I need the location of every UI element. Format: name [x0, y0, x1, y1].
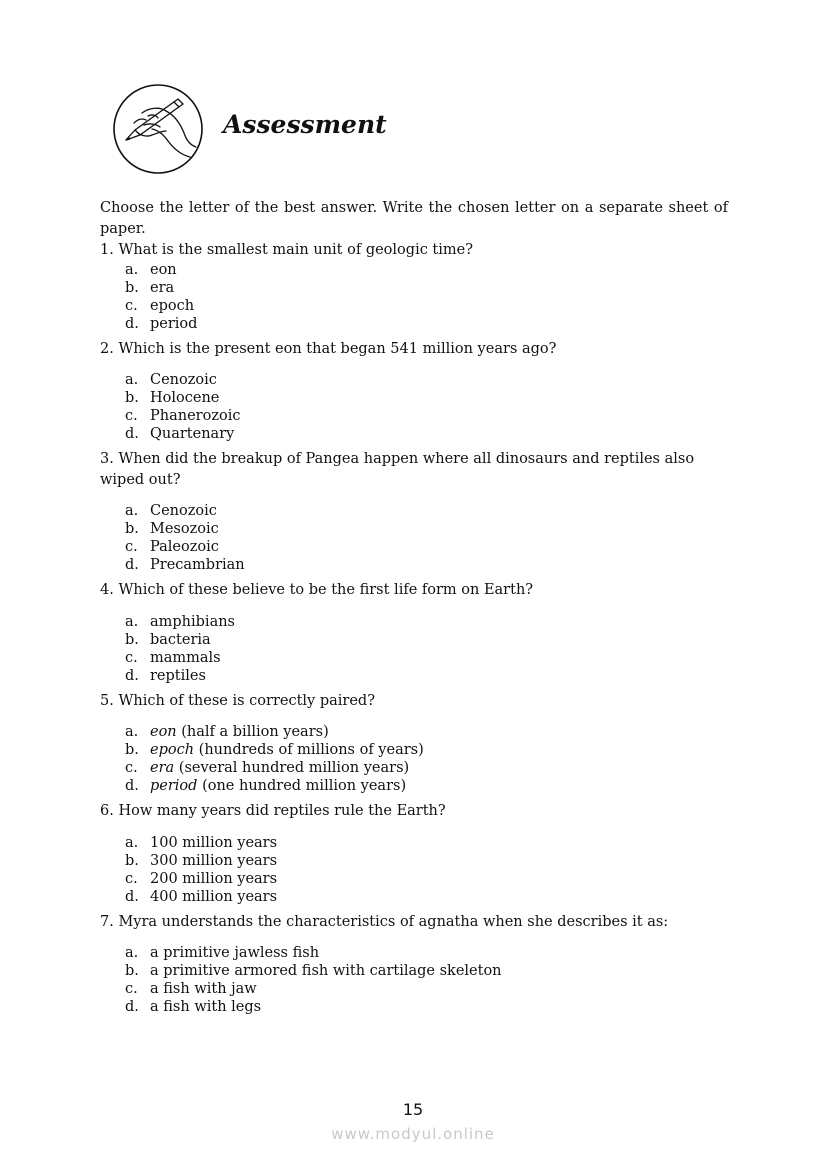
- option-letter: b.: [125, 279, 139, 296]
- option-item: [125, 944, 728, 962]
- option-letter: c.: [125, 760, 138, 776]
- option-text-wrap: [150, 261, 177, 279]
- option-item: [125, 613, 728, 631]
- question-item: [100, 339, 728, 444]
- option-text-wrap: [150, 389, 219, 407]
- option-term: era: [150, 760, 175, 776]
- option-item: [125, 631, 728, 649]
- option-text-wrap: [150, 556, 245, 574]
- option-letter: b.: [125, 390, 139, 406]
- question-text: [100, 691, 728, 712]
- watermark: www.modyul.online: [331, 1125, 495, 1143]
- option-letter: c.: [125, 870, 138, 887]
- option-text: reptiles: [150, 667, 206, 684]
- option-list: [100, 723, 728, 795]
- option-text: epoch: [150, 297, 195, 314]
- option-item: [125, 741, 728, 759]
- option-text: a primitive armored fish with cartilage skeleton: [150, 963, 502, 979]
- option-list: [100, 944, 728, 1016]
- option-letter: d.: [125, 315, 139, 332]
- option-item: [125, 852, 728, 870]
- question-number: 1.: [100, 242, 114, 258]
- option-text: (hundreds of millions of years): [198, 742, 424, 758]
- option-item: [125, 888, 728, 906]
- option-text: a fish with legs: [150, 999, 262, 1015]
- option-text: Mesozoic: [150, 521, 219, 537]
- option-text-wrap: [150, 723, 329, 741]
- option-term: epoch: [150, 742, 195, 758]
- option-letter: b.: [125, 521, 139, 537]
- option-text-wrap: [150, 667, 206, 685]
- option-letter: a.: [125, 945, 139, 961]
- page-number: 15: [402, 1100, 424, 1119]
- option-item: [125, 502, 728, 520]
- option-item: [125, 723, 728, 741]
- option-text-wrap: [150, 998, 261, 1016]
- question-text: [100, 339, 728, 360]
- question-number: 4.: [100, 582, 114, 598]
- option-text-wrap: [150, 870, 277, 888]
- hand-writing-icon: [112, 83, 204, 175]
- question-item: [100, 580, 728, 685]
- option-item: [125, 315, 728, 333]
- question-number: 6.: [100, 803, 114, 819]
- option-text-wrap: [150, 297, 194, 315]
- option-letter: a.: [125, 503, 139, 519]
- option-letter: b.: [125, 852, 139, 869]
- option-text-wrap: [150, 520, 219, 538]
- option-text: amphibians: [150, 613, 235, 630]
- option-text: a fish with jaw: [150, 981, 257, 997]
- option-text-wrap: [150, 759, 409, 777]
- option-list: [100, 371, 728, 443]
- option-text-wrap: [150, 852, 277, 870]
- option-list: [100, 502, 728, 574]
- option-text-wrap: [150, 407, 240, 425]
- option-item: [125, 870, 728, 888]
- option-text: 300 million years: [150, 852, 278, 869]
- option-letter: b.: [125, 631, 139, 648]
- question-prompt: Which of these is correctly paired?: [118, 692, 375, 709]
- option-list: [100, 261, 728, 333]
- option-text-wrap: [150, 315, 197, 333]
- question-text: [100, 449, 728, 490]
- option-text-wrap: [150, 944, 319, 962]
- option-item: [125, 425, 728, 443]
- option-text: period: [150, 315, 198, 332]
- question-prompt: When did the breakup of Pangea happen where all dinosaurs and reptiles also wiped out?: [100, 451, 695, 488]
- option-item: [125, 538, 728, 556]
- option-item: [125, 667, 728, 685]
- option-text: mammals: [150, 649, 221, 666]
- option-letter: d.: [125, 667, 139, 684]
- option-text-wrap: [150, 371, 217, 389]
- option-text: Holocene: [150, 390, 220, 406]
- option-letter: c.: [125, 981, 138, 997]
- option-letter: b.: [125, 963, 139, 979]
- option-text: 200 million years: [150, 870, 278, 887]
- option-text-wrap: [150, 777, 406, 795]
- question-text: [100, 912, 728, 933]
- option-item: [125, 777, 728, 795]
- option-item: [125, 998, 728, 1016]
- option-text-wrap: [150, 980, 257, 998]
- option-item: [125, 834, 728, 852]
- option-item: [125, 279, 728, 297]
- option-letter: b.: [125, 742, 139, 758]
- question-text: [100, 240, 728, 261]
- assessment-content: [100, 198, 728, 1022]
- option-text: Precambrian: [150, 557, 245, 573]
- option-term: period: [150, 778, 198, 794]
- option-text: Cenozoic: [150, 372, 217, 388]
- option-text-wrap: [150, 613, 235, 631]
- question-item: [100, 912, 728, 1017]
- option-text-wrap: [150, 425, 234, 443]
- option-letter: a.: [125, 261, 139, 278]
- option-letter: d.: [125, 778, 139, 794]
- option-text: bacteria: [150, 631, 211, 648]
- option-list: [100, 834, 728, 906]
- option-letter: a.: [125, 724, 139, 740]
- option-letter: c.: [125, 649, 138, 666]
- option-text: 100 million years: [150, 834, 278, 851]
- question-item: [100, 449, 728, 574]
- option-text: eon: [150, 261, 177, 278]
- option-letter: d.: [125, 426, 139, 442]
- option-item: [125, 980, 728, 998]
- option-letter: a.: [125, 834, 139, 851]
- option-item: [125, 649, 728, 667]
- option-item: [125, 389, 728, 407]
- option-text: a primitive jawless fish: [150, 945, 320, 961]
- option-letter: d.: [125, 999, 139, 1015]
- option-text: era: [150, 279, 175, 296]
- question-prompt: What is the smallest main unit of geologic time?: [118, 242, 474, 258]
- option-text: Quartenary: [150, 426, 235, 442]
- question-item: [100, 801, 728, 906]
- option-list: [100, 613, 728, 685]
- option-text-wrap: [150, 279, 174, 297]
- option-text-wrap: [150, 834, 277, 852]
- option-item: [125, 371, 728, 389]
- option-item: [125, 962, 728, 980]
- question-prompt: How many years did reptiles rule the Earth?: [118, 803, 446, 819]
- question-list: [100, 240, 728, 1016]
- question-item: [100, 240, 728, 333]
- option-text: (several hundred million years): [178, 760, 410, 776]
- option-text-wrap: [150, 502, 217, 520]
- question-item: [100, 691, 728, 796]
- question-number: 3.: [100, 451, 114, 467]
- option-text-wrap: [150, 538, 219, 556]
- question-number: 5.: [100, 692, 114, 709]
- option-text-wrap: [150, 741, 424, 759]
- option-letter: d.: [125, 557, 139, 573]
- option-letter: a.: [125, 613, 139, 630]
- page-title: Assessment: [223, 110, 387, 139]
- instruction-text: Choose the letter of the best answer. Write the chosen letter on a separate sheet of paper.: [100, 200, 728, 237]
- question-text: [100, 801, 728, 822]
- option-text-wrap: [150, 631, 211, 649]
- option-letter: c.: [125, 297, 138, 314]
- option-text: (half a billion years): [181, 724, 329, 740]
- option-text-wrap: [150, 888, 277, 906]
- option-text-wrap: [150, 962, 502, 980]
- question-prompt: Which of these believe to be the first life form on Earth?: [118, 582, 534, 598]
- option-text: Cenozoic: [150, 503, 217, 519]
- option-letter: a.: [125, 372, 139, 388]
- question-number: 7.: [100, 913, 114, 930]
- option-item: [125, 261, 728, 279]
- option-item: [125, 759, 728, 777]
- option-item: [125, 520, 728, 538]
- option-item: [125, 297, 728, 315]
- option-text-wrap: [150, 649, 221, 667]
- option-term: eon: [150, 724, 177, 740]
- option-text: 400 million years: [150, 888, 278, 905]
- option-text: Paleozoic: [150, 539, 219, 555]
- option-letter: d.: [125, 888, 139, 905]
- question-text: [100, 580, 728, 601]
- option-letter: c.: [125, 408, 138, 424]
- question-prompt: Which is the present eon that began 541 million years ago?: [118, 340, 557, 357]
- question-prompt: Myra understands the characteristics of agnatha when she describes it as:: [118, 913, 669, 930]
- option-text: Phanerozoic: [150, 408, 241, 424]
- option-item: [125, 556, 728, 574]
- question-number: 2.: [100, 340, 114, 357]
- option-letter: c.: [125, 539, 138, 555]
- option-text: (one hundred million years): [202, 778, 407, 794]
- option-item: [125, 407, 728, 425]
